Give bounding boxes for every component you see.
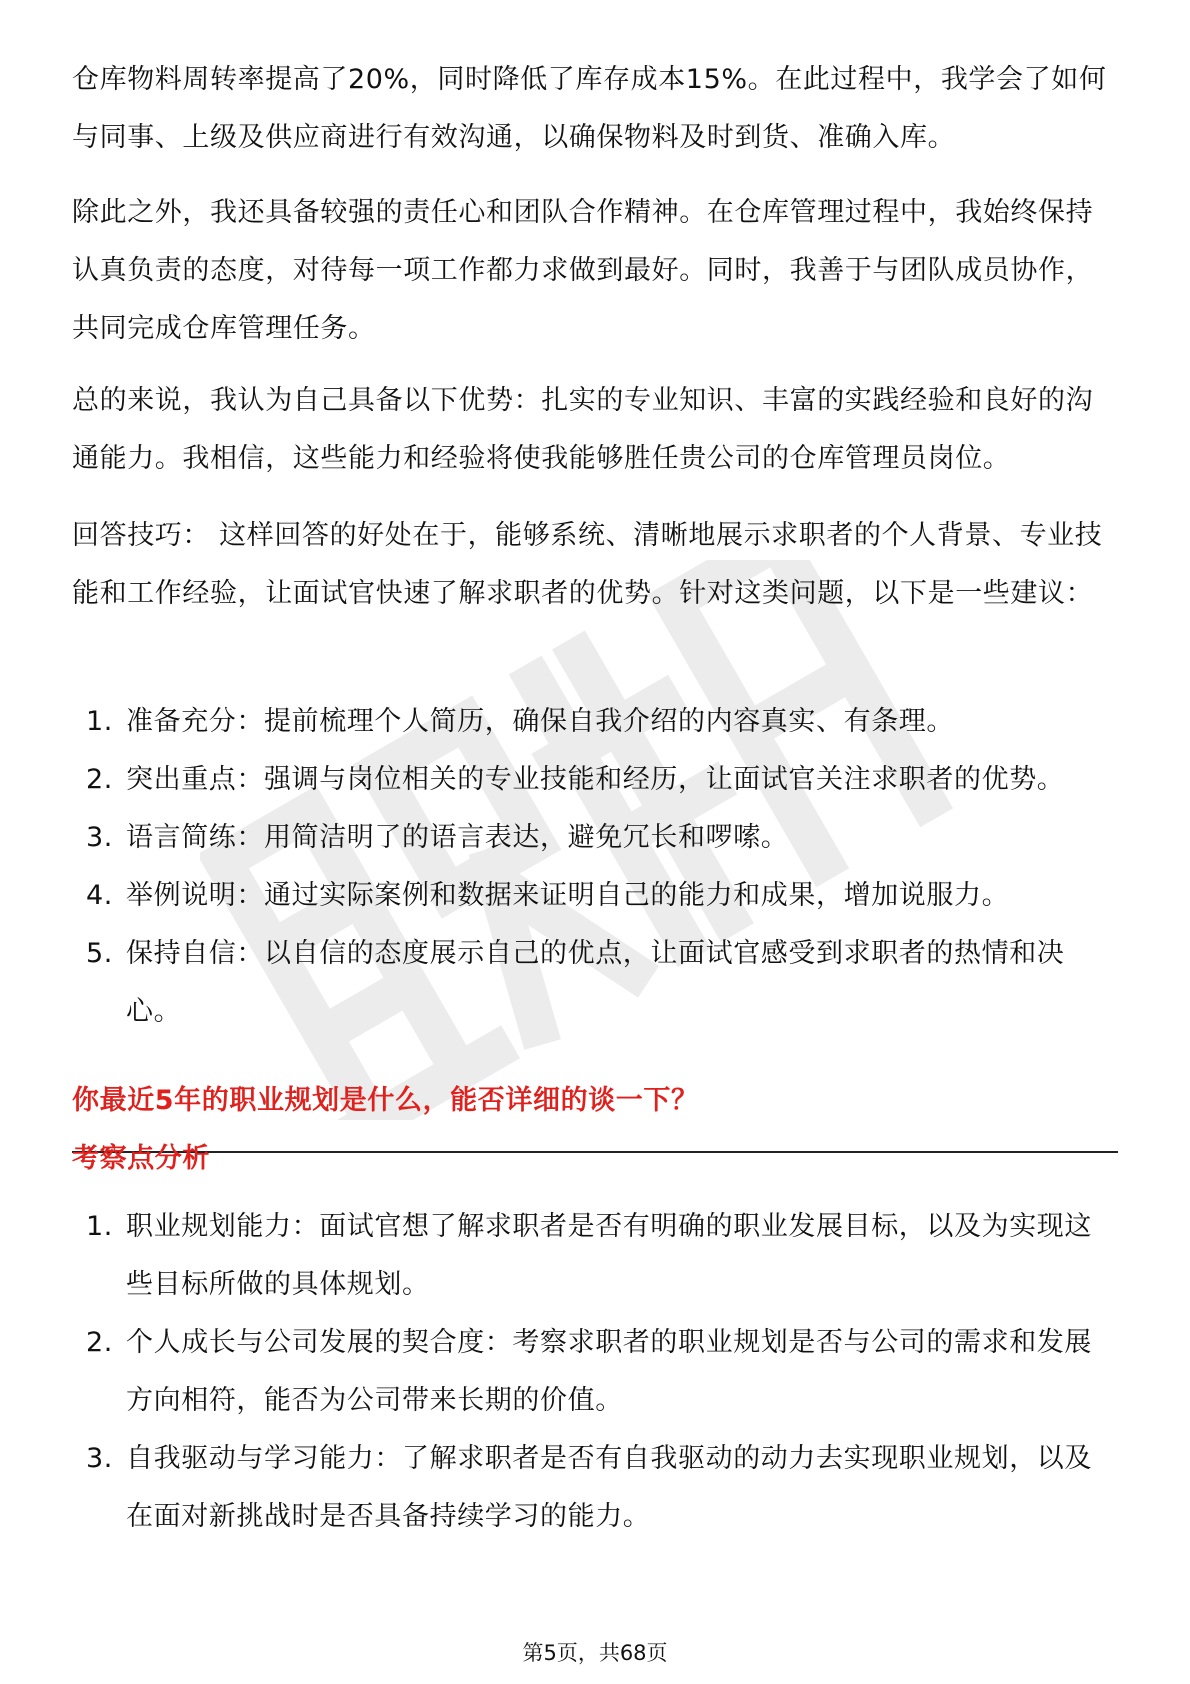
list-item-text: 举例说明：通过实际案例和数据来证明自己的能力和成果，增加说服力。 [126,880,1010,911]
list-item-number: 3. [86,822,113,853]
list-item [72,809,1118,867]
paragraph-achievements: 仓库物料周转率提高了20%，同时降低了库存成本15%。在此过程中，我学会了如何与同事、上级及供应商进行有效沟通，以确保物料及时到货、准确入库。 [72,64,1107,153]
analysis-heading: 考察点分析 [72,1143,210,1174]
list-item [72,1314,1118,1430]
list-item [72,867,1118,925]
page-number-footer: 第5页，共68页 [522,1641,668,1665]
paragraph-answer-tips: 回答技巧： 这样回答的好处在于，能够系统、清晰地展示求职者的个人背景、专业技能和工作经验，让面试官快速了解求职者的优势。针对这类问题，以下是一些建议： [72,520,1103,609]
list-item [72,751,1118,809]
list-item-text: 个人成长与公司发展的契合度：考察求职者的职业规划是否与公司的需求和发展方向相符，能否为公司带来长期的价值。 [126,1327,1092,1416]
document-page [72,0,1118,1684]
list-item-number: 5. [86,938,113,969]
list-item-number: 3. [86,1443,113,1474]
list-item [72,925,1118,1041]
list-item-text: 语言简练：用简洁明了的语言表达，避免冗长和啰嗦。 [126,822,789,853]
paragraph-teamwork: 除此之外，我还具备较强的责任心和团队合作精神。在仓库管理过程中，我始终保持认真负责的态度，对待每一项工作都力求做到最好。同时，我善于与团队成员协作，共同完成仓库管理任务。 [72,197,1094,344]
question-title: 你最近5年的职业规划是什么，能否详细的谈一下？ [72,1085,699,1116]
paragraph-summary: 总的来说，我认为自己具备以下优势：扎实的专业知识、丰富的实践经验和良好的沟通能力。我相信，这些能力和经验将使我能够胜任贵公司的仓库管理员岗位。 [72,385,1094,474]
list-item-text: 自我驱动与学习能力：了解求职者是否有自我驱动的动力去实现职业规划，以及在面对新挑战时是否具备持续学习的能力。 [126,1443,1092,1532]
list-item-text: 突出重点：强调与岗位相关的专业技能和经历，让面试官关注求职者的优势。 [126,764,1065,795]
list-item-number: 1. [86,1211,113,1242]
list-item-text: 保持自信：以自信的态度展示自己的优点，让面试官感受到求职者的热情和决心。 [126,938,1065,1027]
tips-list [72,693,1118,1041]
list-item [72,1198,1118,1314]
list-item [72,693,1118,751]
list-item-number: 2. [86,764,113,795]
list-item [72,1430,1118,1546]
analysis-list [72,1198,1118,1546]
list-item-number: 2. [86,1327,113,1358]
list-item-number: 1. [86,706,113,737]
list-item-text: 准备充分：提前梳理个人简历，确保自我介绍的内容真实、有条理。 [126,706,954,737]
list-item-text: 职业规划能力：面试官想了解求职者是否有明确的职业发展目标，以及为实现这些目标所做的具体规划。 [126,1211,1092,1300]
list-item-number: 4. [86,880,113,911]
